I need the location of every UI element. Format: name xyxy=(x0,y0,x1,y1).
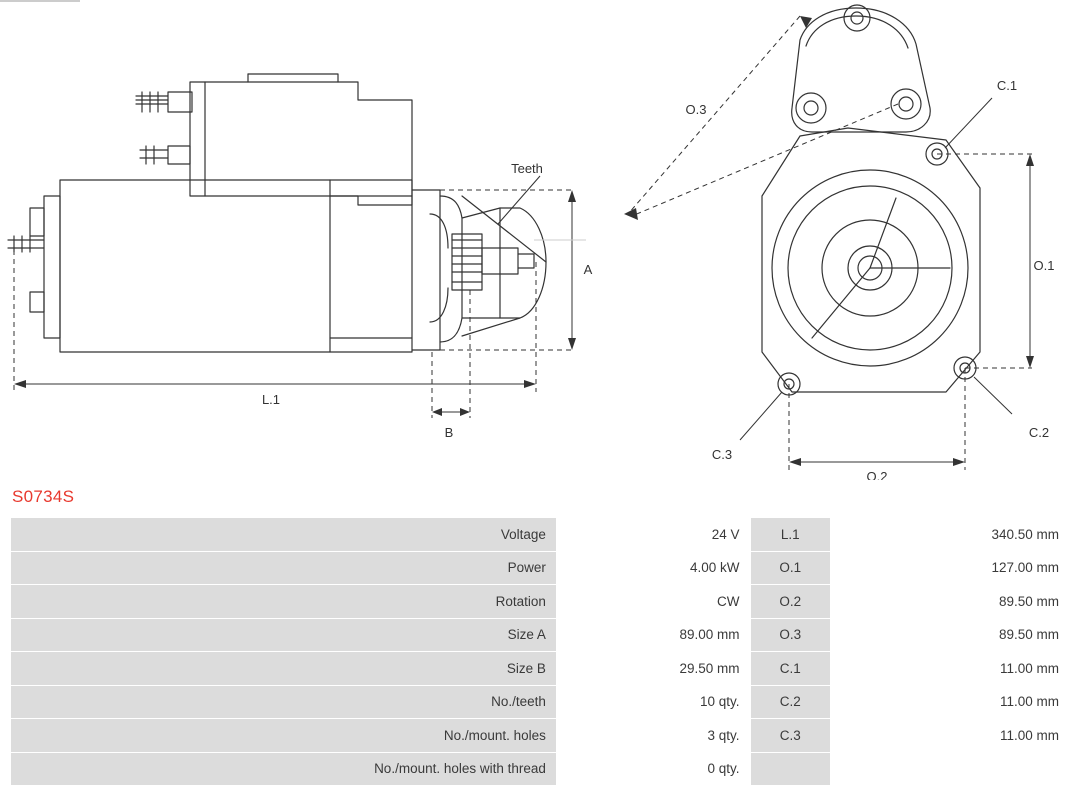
spec-code-value: 89.50 mm xyxy=(830,618,1069,652)
label-b: B xyxy=(444,425,454,440)
spec-code: C.3 xyxy=(750,719,830,753)
label-c2: C.2 xyxy=(1028,425,1050,440)
spec-label: Rotation xyxy=(11,585,557,619)
specifications-table xyxy=(10,517,1070,786)
table-row xyxy=(11,585,1070,619)
label-c3: C.3 xyxy=(711,447,733,462)
spec-code: O.1 xyxy=(750,551,830,585)
spec-code-value xyxy=(830,752,1069,786)
spec-table-body xyxy=(11,518,1070,786)
spec-value: 29.50 mm xyxy=(556,652,750,686)
spec-label: No./teeth xyxy=(11,685,557,719)
label-o2: O.2 xyxy=(866,469,888,480)
spec-code: C.1 xyxy=(750,652,830,686)
table-row xyxy=(11,719,1070,753)
spec-code-value: 11.00 mm xyxy=(830,719,1069,753)
spec-code: C.2 xyxy=(750,685,830,719)
spec-code: O.3 xyxy=(750,618,830,652)
table-row xyxy=(11,752,1070,786)
spec-code xyxy=(750,752,830,786)
spec-code-value: 89.50 mm xyxy=(830,585,1069,619)
table-row xyxy=(11,652,1070,686)
spec-code: L.1 xyxy=(750,518,830,552)
spec-value: 4.00 kW xyxy=(556,551,750,585)
spec-label: Size A xyxy=(11,618,557,652)
spec-label: No./mount. holes with thread xyxy=(11,752,557,786)
spec-value: 3 qty. xyxy=(556,719,750,753)
spec-code-value: 11.00 mm xyxy=(830,652,1069,686)
spec-value: 10 qty. xyxy=(556,685,750,719)
spec-value: 89.00 mm xyxy=(556,618,750,652)
spec-code-value: 127.00 mm xyxy=(830,551,1069,585)
spec-value: CW xyxy=(556,585,750,619)
spec-code-value: 11.00 mm xyxy=(830,685,1069,719)
spec-label: Power xyxy=(11,551,557,585)
table-row xyxy=(11,618,1070,652)
label-teeth: Teeth xyxy=(511,161,543,176)
label-c1: C.1 xyxy=(996,78,1018,93)
spec-value: 0 qty. xyxy=(556,752,750,786)
label-o3: O.3 xyxy=(685,102,707,117)
spec-value: 24 V xyxy=(556,518,750,552)
table-row xyxy=(11,518,1070,552)
label-l1: L.1 xyxy=(261,392,281,407)
label-a: A xyxy=(583,262,593,277)
table-row xyxy=(11,685,1070,719)
table-row xyxy=(11,551,1070,585)
spec-code: O.2 xyxy=(750,585,830,619)
spec-label: Voltage xyxy=(11,518,557,552)
label-o1: O.1 xyxy=(1033,258,1055,273)
spec-label: No./mount. holes xyxy=(11,719,557,753)
spec-label: Size B xyxy=(11,652,557,686)
part-number: S0734S xyxy=(12,487,75,506)
spec-code-value: 340.50 mm xyxy=(830,518,1069,552)
